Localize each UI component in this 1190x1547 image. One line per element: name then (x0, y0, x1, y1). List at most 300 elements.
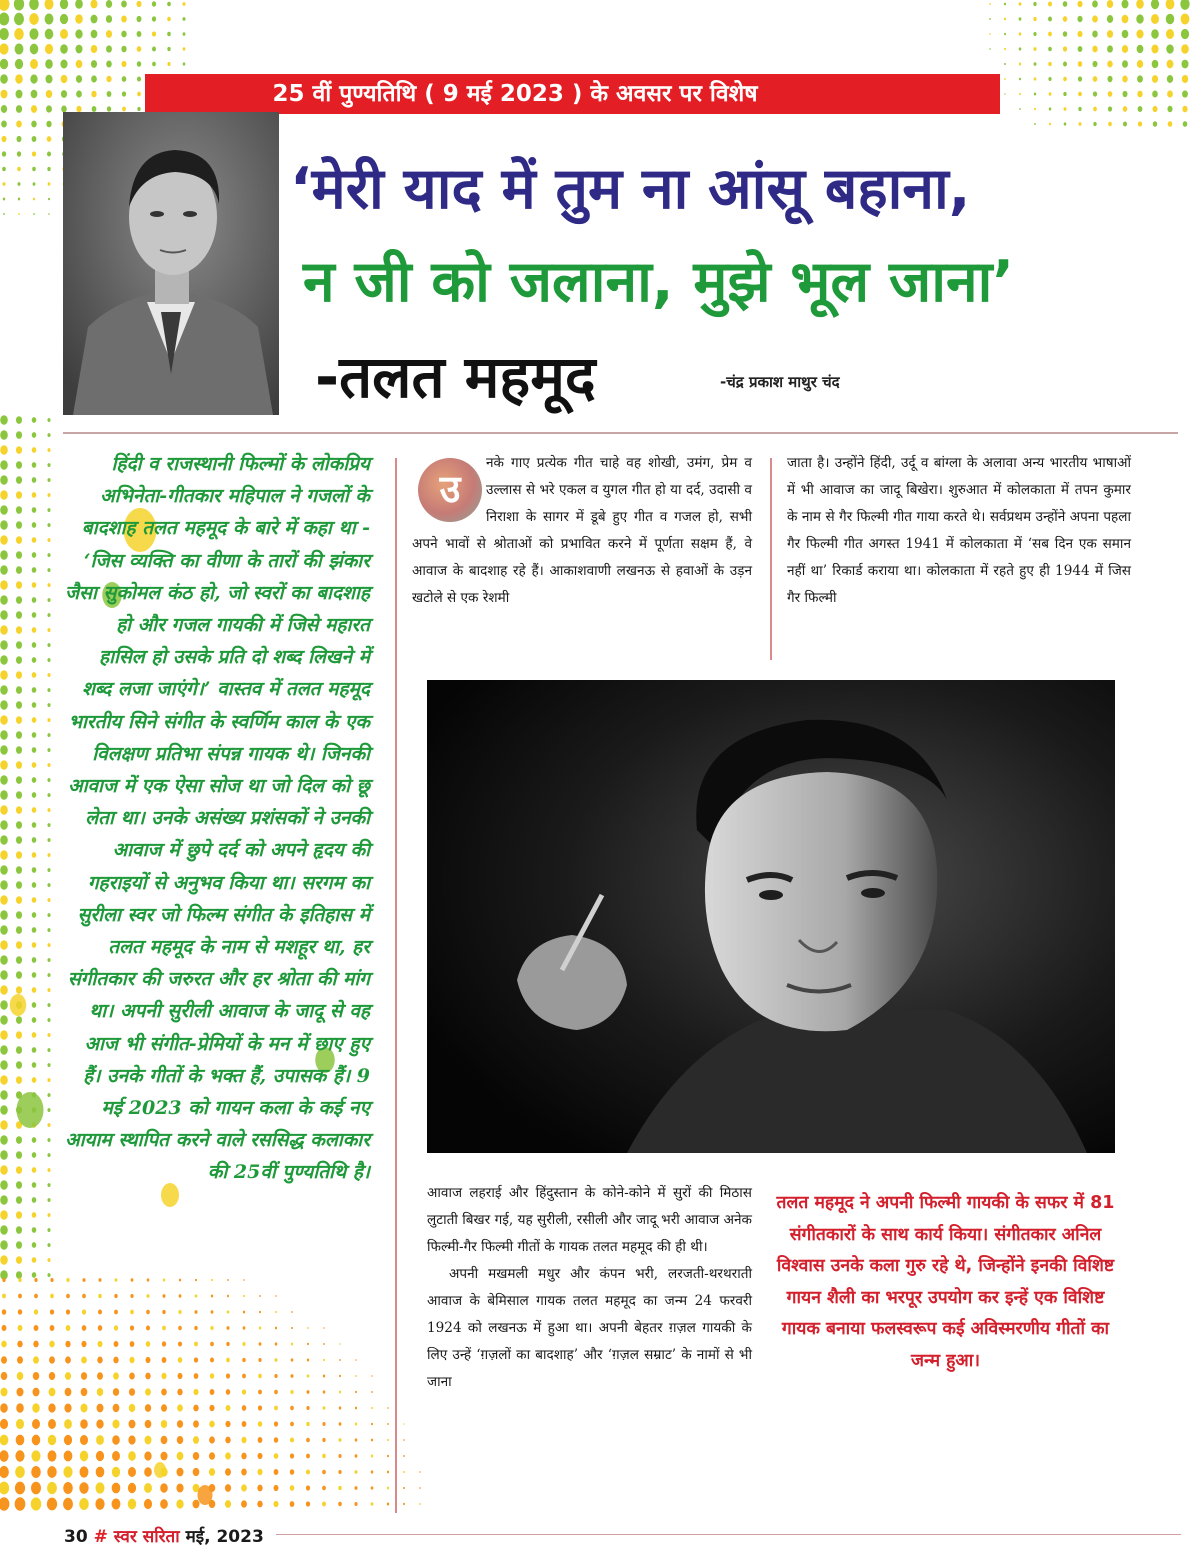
drop-cap: उ (418, 458, 482, 522)
decor-dot (48, 1450, 57, 1461)
decor-dot (29, 13, 38, 25)
decor-dot (194, 1373, 199, 1379)
decor-dot (193, 1420, 199, 1427)
decor-dot (258, 1437, 263, 1443)
decor-dot (323, 1375, 325, 1378)
decor-dot (176, 1499, 183, 1508)
decor-dot (47, 1123, 50, 1127)
decor-dot (16, 90, 23, 99)
decor-dot (30, 44, 39, 55)
decor-dot (16, 506, 22, 514)
decor-dot (291, 1358, 294, 1361)
decor-dot (1093, 91, 1097, 96)
decor-dot (225, 1437, 230, 1444)
decor-dot (18, 1278, 21, 1282)
decor-dot (16, 1061, 22, 1069)
decor-dot (32, 852, 37, 858)
decor-dot (144, 1499, 152, 1509)
decor-dot (146, 1341, 151, 1347)
decor-dot (154, 1462, 166, 1478)
decor-dot (1180, 0, 1189, 10)
decor-dot (274, 1469, 279, 1475)
decor-dot (16, 1166, 22, 1174)
decor-dot (81, 1341, 86, 1347)
body-col2-text: जाता है। उन्होंने हिंदी, उर्दू व बांग्ला के अलावा अन्य भारतीय भाषाओं में भी आवाज का जादू बिखेरा। शुरुआत में कोलकाता में तपन कुमार के नाम से गैर फिल्मी गीत गाया करते थे। सर्वप्रथम उन्होंने अपना पहला गैर फिल्मी गीत अगस्त 1941 में कोलकाता में ‘सब दिन एक समान नहीं था’ रिकार्ड कराया था। कोलकाता में रहते हुए ही 1944 में जिस गैर फिल्मी (787, 455, 1131, 606)
decor-dot (32, 1419, 40, 1429)
decor-dot (1123, 106, 1128, 112)
decor-dot (49, 1356, 55, 1363)
decor-dot (1004, 18, 1006, 21)
decor-dot (1078, 31, 1083, 37)
column-divider-left (395, 458, 397, 1513)
decor-dot (275, 1327, 277, 1330)
decor-dot (0, 670, 8, 680)
decor-dot (32, 762, 37, 768)
decor-dot (45, 13, 54, 24)
decor-dot (65, 1341, 70, 1348)
decor-dot (16, 1435, 25, 1446)
decor-dot (137, 61, 141, 66)
decor-dot (47, 703, 50, 707)
decor-dot (258, 1405, 262, 1410)
decor-dot (16, 986, 22, 994)
decor-dot (241, 1453, 246, 1460)
decor-dot (1034, 93, 1036, 96)
decor-dot (242, 1421, 247, 1427)
decor-dot (0, 1403, 8, 1412)
decor-dot (47, 793, 50, 797)
decor-dot (47, 1466, 56, 1478)
decor-dot (2, 182, 5, 186)
decor-dot (1151, 14, 1159, 24)
decor-dot (387, 1423, 389, 1425)
decor-dot (17, 136, 22, 142)
decor-dot (90, 0, 97, 8)
decor-dot (1168, 121, 1173, 127)
decor-dot (122, 91, 126, 96)
decor-dot (47, 673, 50, 677)
decor-dot (128, 1467, 136, 1477)
decor-dot (65, 1372, 71, 1380)
decor-dot (46, 121, 51, 128)
decor-dot (106, 45, 112, 52)
decor-dot (290, 1437, 294, 1442)
decor-dot (137, 76, 141, 81)
decor-dot (178, 1310, 181, 1314)
decor-dot (47, 478, 50, 482)
decor-dot (0, 1000, 8, 1010)
decor-dot (1136, 0, 1144, 9)
decor-dot (113, 1404, 120, 1412)
decor-dot (2, 1325, 7, 1331)
decor-dot (1137, 75, 1143, 82)
decor-dot (1, 1372, 8, 1380)
decor-dot (209, 1436, 215, 1443)
decor-dot (32, 507, 37, 513)
decor-dot (403, 1487, 405, 1489)
decor-dot (323, 1359, 325, 1361)
decor-dot (322, 1470, 326, 1475)
decor-dot (0, 13, 9, 26)
decor-dot (47, 748, 50, 752)
decor-dot (32, 477, 37, 483)
decor-dot (80, 1435, 88, 1445)
decor-dot (75, 29, 82, 38)
decor-dot (1108, 122, 1112, 127)
decor-dot (32, 1212, 37, 1218)
decor-dot (1019, 17, 1022, 20)
decor-dot (323, 1327, 324, 1329)
decor-dot (16, 881, 22, 889)
decor-dot (258, 1453, 263, 1459)
decor-dot (144, 1483, 152, 1493)
decor-dot (0, 1466, 9, 1478)
decor-dot (322, 1502, 326, 1507)
decor-dot (242, 1358, 245, 1362)
decor-dot (387, 1407, 388, 1409)
decor-dot (0, 625, 8, 635)
decor-dot (16, 851, 22, 859)
decor-dot (16, 1031, 22, 1039)
decor-dot (47, 493, 50, 497)
decor-dot (177, 1420, 183, 1428)
decor-dot (16, 731, 22, 739)
decor-dot (16, 746, 22, 754)
decor-dot (1122, 76, 1128, 83)
decor-dot (152, 16, 156, 21)
headline-line-3: -तलत महमूद (315, 343, 596, 411)
decor-dot (144, 1451, 151, 1460)
decor-dot (47, 463, 50, 467)
decor-dot (81, 1388, 88, 1396)
decor-dot (0, 730, 8, 740)
decor-dot (64, 1451, 73, 1462)
decor-dot (0, 1150, 8, 1160)
decor-dot (47, 823, 50, 827)
decor-dot (32, 732, 37, 738)
decor-dot (161, 1404, 167, 1412)
decor-dot (162, 1357, 167, 1363)
decor-dot (160, 1483, 168, 1492)
decor-dot (1004, 63, 1006, 65)
decor-dot (14, 28, 23, 40)
decor-dot (338, 1486, 341, 1490)
decor-dot (1138, 121, 1142, 126)
decor-dot (1049, 107, 1052, 110)
decor-dot (0, 1120, 8, 1130)
decor-dot (47, 958, 50, 962)
decor-dot (96, 1419, 103, 1428)
decor-dot (136, 1, 141, 7)
decor-dot (162, 1326, 166, 1331)
decor-dot (32, 1242, 37, 1248)
decor-dot (47, 1048, 50, 1052)
decor-dot (17, 1356, 23, 1363)
decor-dot (145, 1373, 150, 1380)
decor-dot (274, 1374, 277, 1378)
decor-dot (60, 29, 68, 39)
decor-dot (1019, 93, 1021, 95)
decor-dot (291, 1374, 294, 1378)
decor-dot (115, 1278, 118, 1282)
decor-dot (1092, 61, 1097, 67)
decor-dot (113, 1372, 119, 1379)
decor-dot (145, 1420, 152, 1428)
decor-dot (371, 1470, 374, 1473)
decor-dot (290, 1406, 294, 1410)
decor-dot (290, 1485, 295, 1491)
decor-dot (2, 151, 6, 156)
decor-dot (211, 1295, 213, 1298)
decor-dot (259, 1342, 262, 1346)
decor-dot (227, 1295, 229, 1298)
decor-dot (152, 46, 156, 51)
decor-dot (97, 1388, 103, 1396)
decor-dot (44, 0, 53, 10)
decor-dot (114, 1294, 117, 1298)
decor-dot (47, 418, 50, 422)
decor-dot (0, 1240, 8, 1250)
decor-dot (226, 1405, 231, 1411)
decor-dot (76, 75, 82, 83)
decor-dot (0, 565, 8, 575)
column-divider-right (770, 458, 772, 660)
decor-dot (0, 715, 8, 725)
decor-dot (1019, 47, 1022, 50)
decor-dot (1092, 0, 1098, 7)
decor-dot (226, 1373, 230, 1378)
decor-dot (47, 1273, 50, 1277)
decor-dot (129, 1388, 135, 1396)
decor-dot (1107, 61, 1113, 68)
decor-dot (307, 1327, 309, 1329)
decor-dot (47, 538, 50, 542)
decor-dot (258, 1421, 262, 1427)
headline-line-2: न जी को जलाना, मुझे भूल जाना’ (303, 249, 1015, 315)
decor-dot (82, 1325, 87, 1331)
decor-dot (225, 1421, 230, 1427)
decor-dot (32, 747, 37, 753)
decor-dot (47, 1213, 50, 1217)
decor-dot (210, 1373, 214, 1379)
decor-dot (91, 45, 97, 53)
decor-dot (16, 1181, 22, 1189)
decor-dot (1078, 107, 1081, 111)
decor-dot (3, 198, 5, 201)
decor-dot (242, 1374, 246, 1379)
decor-dot (1181, 29, 1189, 39)
decor-dot (46, 105, 52, 112)
decor-dot (33, 182, 36, 186)
decor-dot (63, 1498, 73, 1510)
decor-dot (339, 1359, 341, 1361)
decor-dot (0, 865, 8, 875)
decor-dot (47, 1153, 50, 1157)
decor-dot (16, 1241, 22, 1249)
decor-dot (1107, 15, 1113, 23)
decor-dot (16, 476, 22, 484)
decor-dot (258, 1374, 262, 1378)
decor-dot (1048, 17, 1052, 22)
decor-dot (16, 866, 22, 874)
decor-dot (32, 1047, 37, 1053)
decor-dot (47, 1258, 50, 1262)
header-divider (63, 432, 1178, 434)
decor-dot (338, 1454, 341, 1458)
decor-dot (47, 883, 50, 887)
decor-dot (60, 44, 68, 54)
banner-text: 25 वीं पुण्यतिथि ( 9 मई 2023 ) के अवसर पर विशेष (272, 81, 758, 107)
decor-dot (47, 1228, 50, 1232)
decor-dot (47, 1482, 57, 1494)
decor-dot (137, 92, 141, 97)
decor-dot (290, 1453, 294, 1458)
decor-dot (241, 1500, 247, 1507)
decor-dot (1034, 62, 1037, 66)
decor-dot (50, 1278, 53, 1282)
decor-dot (1048, 47, 1052, 52)
decor-dot (16, 461, 22, 469)
decor-dot (0, 520, 8, 530)
decor-dot (16, 776, 22, 784)
decor-dot (47, 628, 50, 632)
decor-dot (0, 1388, 7, 1397)
decor-dot (106, 61, 112, 68)
decor-dot (403, 1439, 404, 1441)
decor-dot (371, 1407, 373, 1409)
decor-dot (0, 820, 8, 830)
decor-dot (0, 445, 8, 455)
decor-dot (112, 1435, 120, 1445)
decor-dot (0, 1497, 9, 1510)
decor-dot (354, 1502, 357, 1506)
decor-dot (0, 640, 8, 650)
decor-dot (0, 1015, 8, 1025)
body-col1-text: नके गाए प्रत्येक गीत चाहे वह शोखी, उमंग, प्रेम व उल्लास से भरे एकल व युगल गीत हो या दर्द, उदासी व निराशा के सागर में डूबे हुए गीत व गजल हो, सभी अपने भावों से श्रोताओं को प्रभावित करने में पूर्णता सक्षम हैं, वे आवाज के बादशाह रहे हैं। आकाशवाणी लखनऊ से हवाओं के उड़न खटोले से एक रेशमी (412, 455, 752, 606)
decor-dot (1167, 106, 1172, 112)
decor-dot (323, 1390, 326, 1393)
decor-dot (371, 1502, 374, 1505)
decor-dot (0, 43, 9, 54)
decor-dot (16, 1419, 24, 1429)
decor-dot (176, 1483, 183, 1492)
decor-dot (1004, 93, 1005, 95)
page-footer (64, 1524, 264, 1547)
decor-dot (96, 1467, 105, 1478)
decor-dot (0, 1482, 9, 1495)
decor-dot (322, 1486, 326, 1491)
decor-dot (47, 718, 50, 722)
decor-dot (1034, 123, 1036, 125)
decor-dot (371, 1439, 373, 1442)
decor-dot (1122, 91, 1127, 97)
decor-dot (0, 1180, 8, 1190)
decor-dot (371, 1391, 373, 1393)
decor-dot (1077, 16, 1082, 22)
decor-dot (177, 1404, 183, 1411)
decor-dot (387, 1503, 389, 1506)
decor-dot (98, 1309, 102, 1314)
decor-dot (50, 1309, 54, 1314)
decor-dot (306, 1454, 310, 1459)
decor-dot (195, 1310, 198, 1314)
decor-dot (1122, 0, 1129, 8)
top-right-dot-pattern (989, 0, 1189, 127)
decor-dot (193, 1468, 200, 1476)
decor-dot (1181, 13, 1190, 24)
decor-dot (1137, 60, 1143, 68)
decor-dot (47, 1498, 57, 1511)
decor-dot (29, 28, 38, 39)
decor-dot (1122, 45, 1128, 53)
decor-dot (1137, 91, 1142, 98)
decor-dot (146, 1325, 150, 1330)
decor-dot (1107, 0, 1113, 8)
decor-dot (227, 1279, 229, 1281)
decor-dot (130, 1310, 134, 1315)
decor-dot (162, 1310, 165, 1314)
decor-dot (96, 1451, 104, 1461)
decor-dot (178, 1326, 182, 1331)
decor-dot (152, 62, 156, 67)
decor-dot (227, 1326, 230, 1330)
decor-dot (91, 60, 97, 68)
decor-dot (192, 1500, 199, 1509)
decor-dot (48, 1403, 55, 1412)
bottom-left-dot-pattern (0, 1278, 421, 1511)
decor-dot (1108, 106, 1112, 111)
decor-dot (16, 911, 22, 919)
decor-dot (355, 1423, 357, 1426)
decor-dot (32, 567, 37, 573)
decor-dot (16, 551, 22, 559)
decor-dot (60, 0, 68, 9)
decor-dot (195, 1279, 197, 1282)
decor-dot (113, 1388, 119, 1396)
decor-dot (0, 910, 8, 920)
decor-dot (1033, 2, 1036, 6)
decor-dot (0, 1225, 8, 1235)
decor-dot (258, 1390, 262, 1395)
decor-dot (50, 1325, 55, 1331)
decor-dot (989, 33, 990, 35)
magazine-name: स्वर सरिता (113, 1527, 180, 1547)
decor-dot (0, 0, 9, 11)
decor-dot (387, 1455, 389, 1458)
decor-dot (112, 1498, 121, 1509)
decor-dot (0, 580, 8, 590)
decor-dot (1138, 106, 1143, 112)
decor-dot (177, 1452, 184, 1460)
decor-dot (0, 850, 8, 860)
decor-dot (15, 1466, 25, 1478)
portrait-image (63, 112, 279, 415)
decor-dot (0, 460, 8, 470)
decor-dot (15, 1450, 24, 1461)
decor-dot (129, 1372, 135, 1379)
decor-dot (130, 1294, 133, 1298)
decor-dot (32, 522, 37, 528)
decor-dot (32, 597, 37, 603)
decor-dot (1077, 1, 1082, 7)
decor-dot (128, 1451, 136, 1461)
decor-dot (0, 1060, 8, 1070)
decor-dot (66, 1325, 71, 1331)
decor-dot (243, 1295, 245, 1297)
decor-dot (0, 1135, 8, 1145)
decor-dot (1063, 46, 1067, 51)
decor-dot (291, 1311, 293, 1313)
